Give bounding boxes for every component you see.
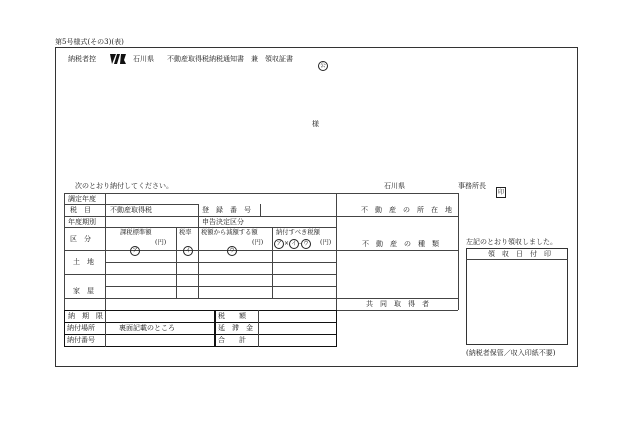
property-type-label: 不 動 産 の 種 類 — [362, 240, 439, 248]
reduction-unit: (円) — [252, 239, 264, 246]
header-tax-base: 課税標準額 — [120, 229, 152, 236]
row-label-period: 年度期別 — [68, 218, 96, 226]
notice-text: 次のとおり納付してください。 — [75, 182, 173, 190]
issuer-prefecture: 石川県 — [384, 182, 405, 190]
delinquency-label: 延 滞 金 — [218, 324, 253, 332]
property-location-label: 不 動 産 の 所 在 地 — [361, 206, 452, 214]
row-label-category: 区 分 — [70, 235, 91, 243]
co-acquirer-label: 共 同 取 得 者 — [366, 300, 429, 308]
tax-base-unit: (円) — [155, 239, 167, 246]
payable-unit: (円) — [320, 239, 332, 246]
registration-number-label: 登 録 番 号 — [202, 206, 251, 214]
addressee-suffix: 様 — [312, 120, 319, 128]
tax-amount-label: 税 額 — [218, 312, 246, 320]
date-stamp-label: 領 収 日 付 印 — [488, 250, 551, 258]
form-title: 不動産取得税納税通知書 兼 領収証書 — [167, 55, 293, 63]
mark-u: ウ — [227, 246, 237, 256]
row-label-building: 家 屋 — [73, 287, 94, 295]
application-category-label: 申告決定区分 — [202, 218, 244, 226]
row-label-tax-item: 税 目 — [70, 206, 91, 214]
copy-label: 納税者控 — [68, 55, 96, 63]
office-head: 事務所長 — [458, 182, 486, 190]
payment-number-label: 納付番号 — [67, 336, 95, 344]
prefecture-name: 石川県 — [133, 55, 154, 63]
payment-place-value: 裏面記載のところ — [119, 324, 175, 332]
mark-i: イ — [183, 246, 193, 256]
header-reduction: 税額から減額する額 — [201, 229, 258, 236]
receipt-stamp-box — [466, 248, 568, 345]
tax-item-value: 不動産取得税 — [110, 206, 152, 214]
office-seal-mark: 印 — [497, 189, 504, 196]
received-text: 左記のとおり領収しました。 — [466, 238, 557, 246]
deadline-label: 納 期 限 — [68, 312, 103, 320]
prefecture-emblem-icon — [108, 52, 128, 66]
row-label-fiscal-year: 調定年度 — [68, 195, 96, 203]
public-circle-mark: 公 — [318, 61, 328, 71]
row-label-land: 土 地 — [73, 258, 94, 266]
mark-a: ア — [130, 246, 140, 256]
header-tax-rate: 税率 — [179, 229, 192, 236]
form-number: 第5号様式(その3)(表) — [55, 38, 124, 46]
payable-formula: ア × イ - ウ — [274, 239, 311, 249]
footer-note: (納税者保管／収入印紙不要) — [466, 349, 556, 357]
header-payable: 納付すべき税額 — [276, 229, 320, 236]
payment-place-label: 納付場所 — [67, 324, 95, 332]
total-label: 合 計 — [218, 336, 246, 344]
